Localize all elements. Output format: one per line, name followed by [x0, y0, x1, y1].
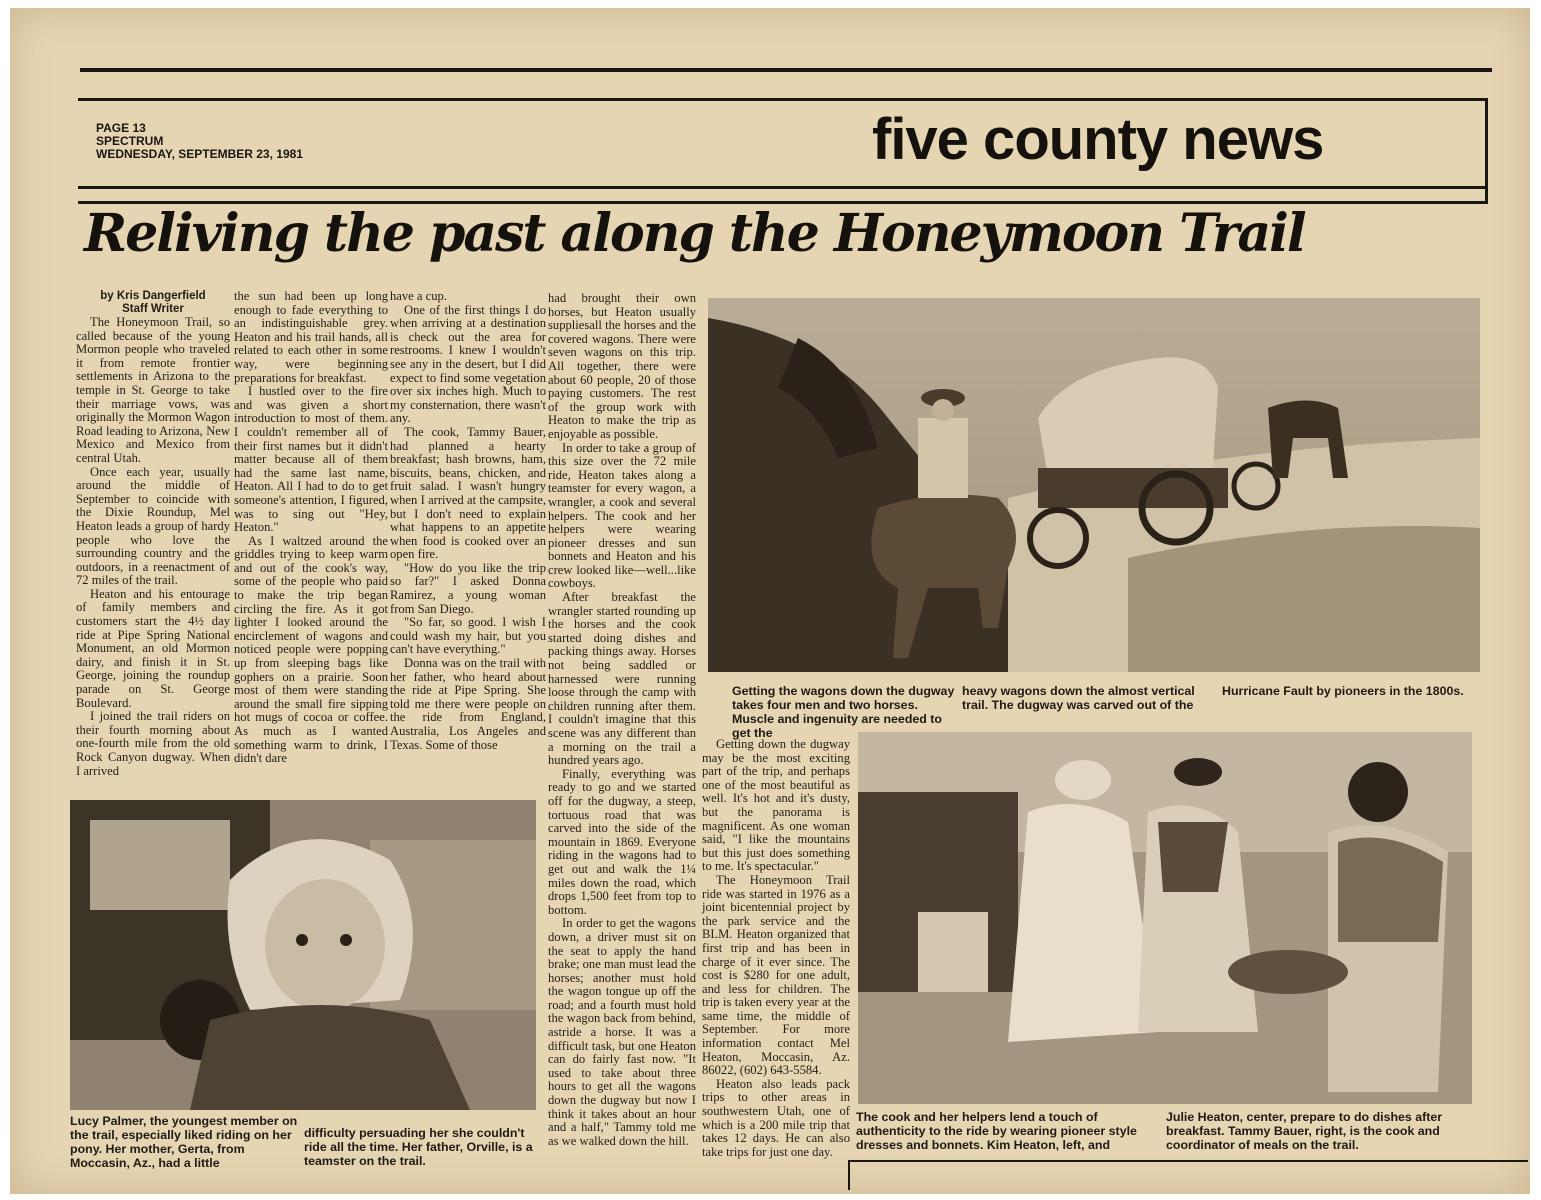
paragraph: "How do you like the trip so far?" I asked Donna Ramirez, a young woman from San Diego.: [390, 560, 546, 616]
paragraph: The cook, Tammy Bauer, had planned a hearty breakfast; hash browns, ham, biscuits, beans, chicken, and fruit salad. I wasn't hungry when I arrived at the campsite, but I don't need to explain what happens to an appetite when food is cooked over an open fire.: [390, 424, 546, 562]
paragraph: have a cup.: [390, 289, 447, 303]
article-column-1: [76, 290, 230, 800]
paragraph: the sun had been up long enough to fade everything to an indistinguishable grey. Heaton and his trail hands, all related to each other in some way, were beginning preparations for breakfast.: [234, 289, 388, 385]
paragraph: The Honeymoon Trail, so called because of the young Mormon people who traveled it from remote frontier settlements in Arizona to the temple in St. George to take their marriage vows, was originally the Mormon Wagon Road leading to Arizona, New Mexico and Mexico from central Utah.: [76, 315, 230, 465]
byline-author: by Kris Dangerfield: [100, 290, 206, 302]
wagon-photo-image: [708, 298, 1480, 672]
caption-wagon-part-3: Hurricane Fault by pioneers in the 1800s.: [1222, 684, 1464, 698]
article-column-4: [548, 292, 696, 1190]
caption-cook-part-1: The cook and her helpers lend a touch of authenticity to the ride by wearing pioneer style dresses and bonnets. Kim Heaton, left, and: [856, 1110, 1137, 1152]
wagon-photo: [708, 298, 1480, 672]
article-column-5: [702, 738, 850, 1190]
section-title: five county news: [872, 107, 1324, 172]
paragraph: One of the first things I do when arriving at a destination is check out the area for restrooms. I knew I wouldn't see any in the desert, but I did expect to find some vegetation over six inches high. Much to my consternation, there wasn't any.: [390, 302, 546, 426]
paragraph: had brought their own horses, but Heaton usually suppliesall the horses and the covered wagons. There were seven wagons on this trip. All together, there were about 60 people, 20 of those paying customers. The rest of the group work with Heaton to make the trip as enjoyable as possible.: [548, 291, 696, 441]
paragraph: Heaton also leads pack trips to other areas in southwestern Utah, one of which is a 200 mile trip that takes 12 days. He can also take trips for just one day.: [702, 1076, 850, 1159]
child-photo: [70, 800, 536, 1110]
paragraph: Donna was on the trail with her father, who heard about the ride at Pipe Spring. She told me there were people on the ride from England, Australia, Los Angeles and Texas. Some of those: [390, 656, 546, 752]
paragraph: As I waltzed around the griddles trying to keep warm and out of the cook's way, some of the people who paid to make the trip began circling the fire. As it got lighter I looked around the encirclement of wagons and noticed people were popping up from sleeping bags like gophers on a prairie. Soon most of them were standing around the small fire sipping hot mugs of cocoa or coffee. As much as I wanted something warm to drink, I didn't dare: [234, 533, 388, 766]
paragraph: In order to take a group of this size over the 72 mile ride, Heaton takes along a teamster for every wagon, a wrangler, a cook and several helpers. The cook and her helpers were wearing pioneer dresses and sun bonnets and Heaton and his crew looked like—well...like cowboys.: [548, 440, 696, 591]
paragraph: I joined the trail riders on their fourth morning about one-fourth mile from the old Rock Canyon dugway. When I arrived: [76, 709, 230, 778]
child-photo-image: [70, 800, 536, 1110]
byline-title: Staff Writer: [122, 303, 184, 315]
paragraph: Finally, everything was ready to go and we started off for the dugway, a steep, tortuous road that was carved into the side of the mountain in 1869. Everyone riding in the wagons had to get out and walk the 1¼ miles down the road, which drops 1,500 feet from top to bottom.: [548, 766, 696, 917]
issue-date: WEDNESDAY, SEPTEMBER 23, 1981: [96, 147, 303, 161]
caption-cook-part-2: Julie Heaton, center, prepare to do dishes after breakfast. Tammy Bauer, right, is the cook and coordinator of meals on the trail.: [1166, 1110, 1443, 1152]
paragraph: I hustled over to the fire and was given a short introduction to most of them. I couldn't remember all of their first names but it didn't matter because all of them had the same last name, Heaton. All I had to do to get someone's attention, I figured, was to sing out "Hey, Heaton.": [234, 384, 388, 535]
caption-child-part-2: difficulty persuading her she couldn't ride all the time. Her father, Orville, is a teamster on the trail.: [304, 1126, 533, 1168]
top-rule: [80, 68, 1492, 72]
caption-child-part-1: Lucy Palmer, the youngest member on the trail, especially liked riding on her pony. Her mother, Gerta, from Moccasin, Az., had a little: [70, 1114, 298, 1170]
caption-wagon-part-1: Getting the wagons down the dugway takes four men and two horses. Muscle and ingenuity are needed to get the: [732, 684, 955, 740]
paragraph: Once each year, usually around the middle of September to coincide with the Dixie Roundup, Mel Heaton leads a group of hardy people who love the surrounding country and the outdoors, in a reenactment of 72 miles of the trail.: [76, 464, 230, 588]
article-column-2: [234, 290, 388, 800]
paragraph: Getting down the dugway may be the most exciting part of the trip, and perhaps one of the most beautiful as well. It's hot and it's dusty, but the panorama is magnificent. As one woman said, "I like the mountains but this just does something to me. It's spectacular.": [702, 737, 850, 874]
masthead-rule: [78, 186, 1488, 189]
paragraph: In order to get the wagons down, a driver must sit on the seat to apply the hand brake; one man must lead the horses; another must hold the wagon tongue up off the road; and a fourth must hold the wagon back from behind, astride a horse. It was a difficult task, but one Heaton can do fairly fast now. "It used to take about three hours to get all the wagons down the dugway but now I think it takes about an hour and a half," Tammy told me as we walked down the hill.: [548, 916, 696, 1148]
dateline: [96, 122, 303, 161]
bottom-rule-vertical: [848, 1160, 850, 1190]
paragraph: Heaton and his entourage of family members and customers start the 4½ day ride at Pipe Spring National Monument, an old Mormon dairy, and finish it in St. George, joining the roundup parade on St. George Boulevard.: [76, 586, 230, 710]
paragraph: "So far, so good. I wish I could wash my hair, but you can't have everything.": [390, 615, 546, 657]
paragraph: After breakfast the wrangler started rounding up the horses and the cook started doing dishes and packing things away. Horses not being saddled or harnessed were running loose through the camp with children running after them. I couldn't imagine that this scene was any different than a morning on the trail a hundred years ago.: [548, 590, 696, 768]
byline: [76, 290, 230, 316]
headline: Reliving the past along the Honeymoon Trail: [84, 203, 1305, 264]
cook-photo: [858, 732, 1472, 1104]
article-column-3: [390, 290, 546, 800]
cook-photo-image: [858, 732, 1472, 1104]
caption-wagon-part-2: heavy wagons down the almost vertical trail. The dugway was carved out of the: [962, 684, 1195, 712]
bottom-rule: [848, 1160, 1528, 1162]
page-number: PAGE 13: [96, 121, 146, 135]
paper-name: SPECTRUM: [96, 134, 164, 148]
paragraph: The Honeymoon Trail ride was started in 1976 as a joint bicentennial project by the park service and the BLM. Heaton organized that first trip and has been in charge of it ever since. The cost is $280 for one adult, and less for children. The trip is taken every year at the same time, the middle of September. For more information contact Mel Heaton, Moccasin, Az. 86022, (602) 643-5584.: [702, 872, 850, 1078]
